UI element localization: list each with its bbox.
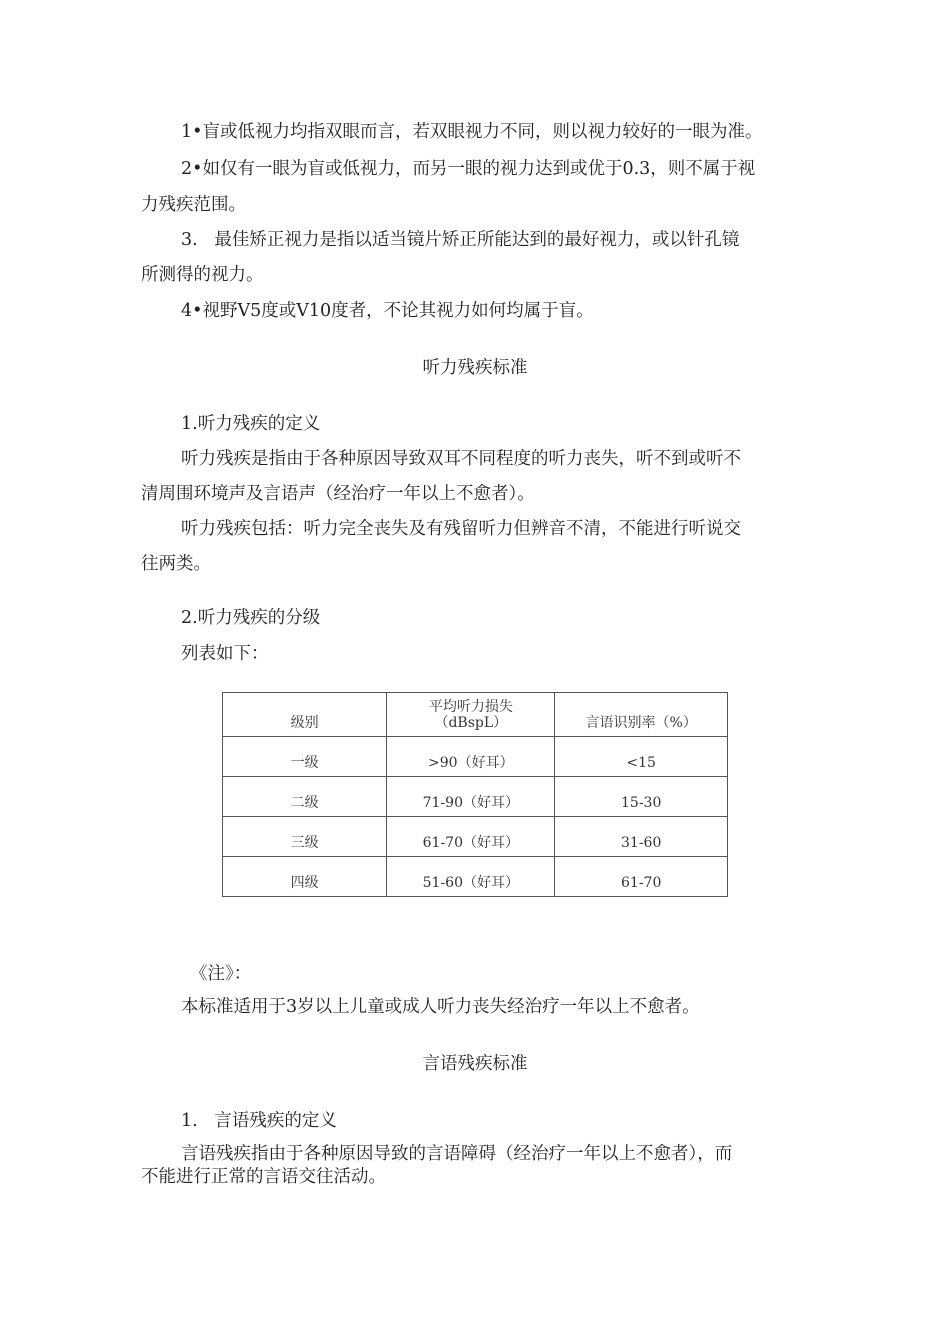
cell-grade: 四级 [223, 857, 387, 897]
vision-note-3: 3. 最佳矫正视力是指以适当镜片矫正所能达到的最好视力，或以针孔镜 [181, 230, 740, 250]
hearing-grade-table [222, 692, 728, 897]
hearing-definition-line-3: 听力残疾包括：听力完全丧失及有残留听力但辨音不清，不能进行听说交 [181, 519, 741, 539]
cell-hearing-loss: 61-70（好耳） [387, 817, 555, 857]
vision-note-3-cont: 所测得的视力。 [141, 265, 264, 285]
hearing-definition-heading: 1.听力残疾的定义 [181, 414, 321, 434]
header-grade: 级别 [223, 693, 387, 737]
cell-speech-recognition: 61-70 [555, 857, 728, 897]
table-row [223, 817, 728, 857]
cell-grade: 二级 [223, 777, 387, 817]
cell-speech-recognition: 31-60 [555, 817, 728, 857]
speech-section-title: 言语残疾标准 [422, 1054, 528, 1074]
header-hearing-loss-label: 平均听力损失 [428, 698, 513, 715]
vision-note-4: 4•视野V5度或V10度者，不论其视力如何均属于盲。 [181, 301, 594, 321]
cell-speech-recognition: <15 [555, 737, 728, 777]
hearing-definition-line-4: 往两类。 [141, 554, 211, 574]
table-row [223, 737, 728, 777]
table-header-row [223, 693, 728, 737]
vision-note-2: 2•如仅有一眼为盲或低视力，而另一眼的视力达到或优于0.3，则不属于视 [181, 159, 756, 179]
cell-grade: 一级 [223, 737, 387, 777]
table-intro: 列表如下： [181, 644, 269, 664]
header-hearing-loss [387, 693, 555, 737]
header-speech-recognition: 言语识别率（%） [555, 693, 728, 737]
vision-note-1: 1•盲或低视力均指双眼而言，若双眼视力不同，则以视力较好的一眼为准。 [181, 122, 763, 142]
speech-definition-heading: 1. 言语残疾的定义 [181, 1111, 337, 1131]
cell-hearing-loss: >90（好耳） [387, 737, 555, 777]
hearing-section-title: 听力残疾标准 [422, 358, 528, 378]
vision-note-2-cont: 力残疾范围。 [141, 195, 246, 215]
hearing-definition-line-1: 听力残疾是指由于各种原因导致双耳不同程度的听力丧失，听不到或听不 [181, 449, 741, 469]
cell-speech-recognition: 15-30 [555, 777, 728, 817]
speech-definition-line-1: 言语残疾指由于各种原因导致的言语障碍（经治疗一年以上不愈者），而 [181, 1144, 733, 1164]
note-label: 《注》： [190, 964, 252, 984]
hearing-definition-line-2: 清周围环境声及言语声（经治疗一年以上不愈者）。 [141, 484, 535, 504]
header-hearing-loss-unit: （dBspL） [434, 714, 508, 731]
cell-hearing-loss: 71-90（好耳） [387, 777, 555, 817]
hearing-grading-heading: 2.听力残疾的分级 [181, 608, 321, 628]
note-text: 本标准适用于3岁以上儿童或成人听力丧失经治疗一年以上不愈者。 [181, 997, 700, 1017]
cell-grade: 三级 [223, 817, 387, 857]
table-row [223, 777, 728, 817]
speech-definition-line-2: 不能进行正常的言语交往活动。 [141, 1167, 386, 1187]
table-row [223, 857, 728, 897]
cell-hearing-loss: 51-60（好耳） [387, 857, 555, 897]
